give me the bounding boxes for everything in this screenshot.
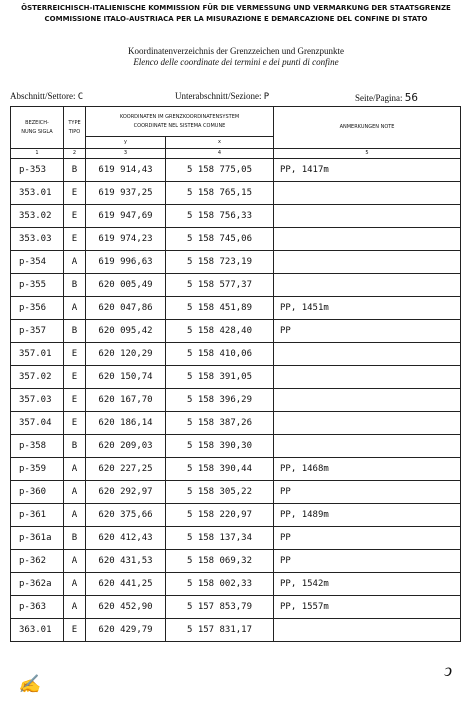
cell-note: PP, 1468m: [274, 458, 461, 481]
cell-x: 5 158 137,34: [166, 527, 274, 550]
cell-tipo: B: [64, 527, 86, 550]
cell-note: [274, 389, 461, 412]
cell-sigla: p-355: [11, 274, 64, 297]
cell-y: 620 412,43: [86, 527, 166, 550]
cell-sigla: 357.04: [11, 412, 64, 435]
cell-y: 619 937,25: [86, 182, 166, 205]
table-row: [11, 412, 461, 435]
cell-note: PP, 1489m: [274, 504, 461, 527]
page-field: [355, 91, 418, 104]
cell-note: [274, 228, 461, 251]
cell-sigla: p-361a: [11, 527, 64, 550]
table-body: [11, 159, 461, 642]
cell-note: PP: [274, 527, 461, 550]
cell-sigla: 357.01: [11, 343, 64, 366]
cell-note: [274, 251, 461, 274]
cell-sigla: 353.02: [11, 205, 64, 228]
cell-note: [274, 435, 461, 458]
cell-tipo: E: [64, 366, 86, 389]
cell-x: 5 158 451,89: [166, 297, 274, 320]
column-number: 2: [64, 149, 86, 159]
cell-y: 619 974,23: [86, 228, 166, 251]
cell-sigla: p-363: [11, 596, 64, 619]
table-row: [11, 389, 461, 412]
cell-x: 5 157 853,79: [166, 596, 274, 619]
cell-x: 5 157 831,17: [166, 619, 274, 642]
cell-y: 620 441,25: [86, 573, 166, 596]
cell-note: [274, 619, 461, 642]
cell-note: PP: [274, 320, 461, 343]
table-row: [11, 527, 461, 550]
cell-note: PP, 1451m: [274, 297, 461, 320]
table-row: [11, 297, 461, 320]
cell-y: 620 452,90: [86, 596, 166, 619]
cell-tipo: A: [64, 251, 86, 274]
table-row: [11, 619, 461, 642]
cell-x: 5 158 428,40: [166, 320, 274, 343]
cell-sigla: p-356: [11, 297, 64, 320]
cell-tipo: E: [64, 619, 86, 642]
cell-note: [274, 274, 461, 297]
cell-x: 5 158 396,29: [166, 389, 274, 412]
subsection-label: Unterabschnitt/Sezione:: [175, 91, 262, 101]
cell-sigla: 353.01: [11, 182, 64, 205]
section-value: C: [77, 92, 84, 102]
cell-sigla: p-362: [11, 550, 64, 573]
cell-tipo: B: [64, 159, 86, 182]
cell-sigla: 363.01: [11, 619, 64, 642]
cell-tipo: E: [64, 228, 86, 251]
table-row: [11, 205, 461, 228]
cell-y: 620 120,29: [86, 343, 166, 366]
cell-x: 5 158 765,15: [166, 182, 274, 205]
cell-tipo: B: [64, 320, 86, 343]
cell-x: 5 158 220,97: [166, 504, 274, 527]
cell-sigla: p-359: [11, 458, 64, 481]
cell-tipo: A: [64, 573, 86, 596]
col-header-x: x: [166, 137, 274, 149]
cell-sigla: p-358: [11, 435, 64, 458]
section-label: Abschnitt/Settore:: [10, 91, 76, 101]
cell-tipo: B: [64, 435, 86, 458]
table-row: [11, 435, 461, 458]
column-number: 3: [86, 149, 166, 159]
table-row: [11, 573, 461, 596]
section-field: [10, 91, 83, 102]
cell-tipo: E: [64, 343, 86, 366]
table-row: [11, 251, 461, 274]
cell-sigla: p-362a: [11, 573, 64, 596]
page-value: 56: [404, 91, 418, 104]
cell-tipo: A: [64, 297, 86, 320]
cell-note: PP, 1557m: [274, 596, 461, 619]
cell-y: 620 227,25: [86, 458, 166, 481]
cell-note: PP: [274, 550, 461, 573]
cell-y: 620 167,70: [86, 389, 166, 412]
cell-note: PP, 1417m: [274, 159, 461, 182]
table-row: [11, 228, 461, 251]
cell-sigla: p-353: [11, 159, 64, 182]
cell-y: 620 209,03: [86, 435, 166, 458]
coordinates-table: [10, 106, 461, 642]
column-number: 4: [166, 149, 274, 159]
col-header-coordinates: KOORDINATEN IM GRENZKOORDINATENSYSTEM COORDINATE NEL SISTEMA COMUNE: [86, 107, 274, 137]
cell-note: [274, 205, 461, 228]
cell-note: [274, 366, 461, 389]
cell-sigla: 357.02: [11, 366, 64, 389]
cell-x: 5 158 002,33: [166, 573, 274, 596]
table-row: [11, 182, 461, 205]
signature-right: ↄ: [444, 660, 453, 680]
column-number-row: [11, 149, 461, 159]
table-row: [11, 596, 461, 619]
cell-tipo: A: [64, 596, 86, 619]
subtitle-italian: Elenco delle coordinate dei termini e dei punti di confine: [133, 57, 339, 67]
cell-note: PP: [274, 481, 461, 504]
cell-note: [274, 182, 461, 205]
page-label: Seite/Pagina:: [355, 93, 403, 103]
cell-y: 620 095,42: [86, 320, 166, 343]
cell-x: 5 158 577,37: [166, 274, 274, 297]
cell-x: 5 158 387,26: [166, 412, 274, 435]
cell-tipo: A: [64, 504, 86, 527]
column-number: 5: [274, 149, 461, 159]
cell-y: 619 996,63: [86, 251, 166, 274]
cell-sigla: 357.03: [11, 389, 64, 412]
cell-sigla: p-360: [11, 481, 64, 504]
cell-y: 620 047,86: [86, 297, 166, 320]
cell-y: 619 947,69: [86, 205, 166, 228]
col-header-y: y: [86, 137, 166, 149]
cell-tipo: E: [64, 182, 86, 205]
subtitle-german: Koordinatenverzeichnis der Grenzzeichen und Grenzpunkte: [128, 46, 344, 56]
cell-tipo: B: [64, 274, 86, 297]
cell-y: 620 150,74: [86, 366, 166, 389]
cell-tipo: A: [64, 550, 86, 573]
table-row: [11, 458, 461, 481]
cell-y: 620 292,97: [86, 481, 166, 504]
col-header-notes: ANMERKUNGEN NOTE: [274, 107, 461, 149]
table-row: [11, 550, 461, 573]
cell-x: 5 158 305,22: [166, 481, 274, 504]
cell-sigla: p-354: [11, 251, 64, 274]
cell-y: 620 005,49: [86, 274, 166, 297]
col-header-sigla: BEZEICH- NUNG SIGLA: [11, 107, 64, 149]
cell-y: 620 186,14: [86, 412, 166, 435]
column-number: 1: [11, 149, 64, 159]
cell-tipo: E: [64, 412, 86, 435]
signature-left: ✍: [18, 674, 41, 694]
header-line-german: ÖSTERREICHISCH-ITALIENISCHE KOMMISSION FÜR DIE VERMESSUNG UND VERMARKUNG DER STAATSGRENZE: [21, 4, 451, 12]
cell-x: 5 158 391,05: [166, 366, 274, 389]
table-row: [11, 159, 461, 182]
table-row: [11, 366, 461, 389]
cell-x: 5 158 723,19: [166, 251, 274, 274]
cell-x: 5 158 756,33: [166, 205, 274, 228]
cell-x: 5 158 775,05: [166, 159, 274, 182]
table-row: [11, 504, 461, 527]
cell-x: 5 158 390,30: [166, 435, 274, 458]
cell-tipo: E: [64, 205, 86, 228]
cell-y: 620 375,66: [86, 504, 166, 527]
cell-y: 619 914,43: [86, 159, 166, 182]
cell-tipo: A: [64, 458, 86, 481]
cell-note: PP, 1542m: [274, 573, 461, 596]
cell-y: 620 429,79: [86, 619, 166, 642]
cell-x: 5 158 069,32: [166, 550, 274, 573]
cell-sigla: 353.03: [11, 228, 64, 251]
cell-y: 620 431,53: [86, 550, 166, 573]
col-header-tipo: TYPE TIPO: [64, 107, 86, 149]
cell-x: 5 158 390,44: [166, 458, 274, 481]
table-row: [11, 481, 461, 504]
cell-x: 5 158 745,06: [166, 228, 274, 251]
subsection-value: P: [263, 92, 270, 102]
cell-tipo: A: [64, 481, 86, 504]
cell-note: [274, 412, 461, 435]
table-row: [11, 343, 461, 366]
table-row: [11, 274, 461, 297]
cell-note: [274, 343, 461, 366]
cell-x: 5 158 410,06: [166, 343, 274, 366]
subsection-field: [175, 91, 269, 102]
cell-sigla: p-357: [11, 320, 64, 343]
cell-tipo: E: [64, 389, 86, 412]
header-line-italian: COMMISSIONE ITALO-AUSTRIACA PER LA MISURAZIONE E DEMARCAZIONE DEL CONFINE DI STATO: [44, 15, 428, 23]
cell-sigla: p-361: [11, 504, 64, 527]
table-row: [11, 320, 461, 343]
